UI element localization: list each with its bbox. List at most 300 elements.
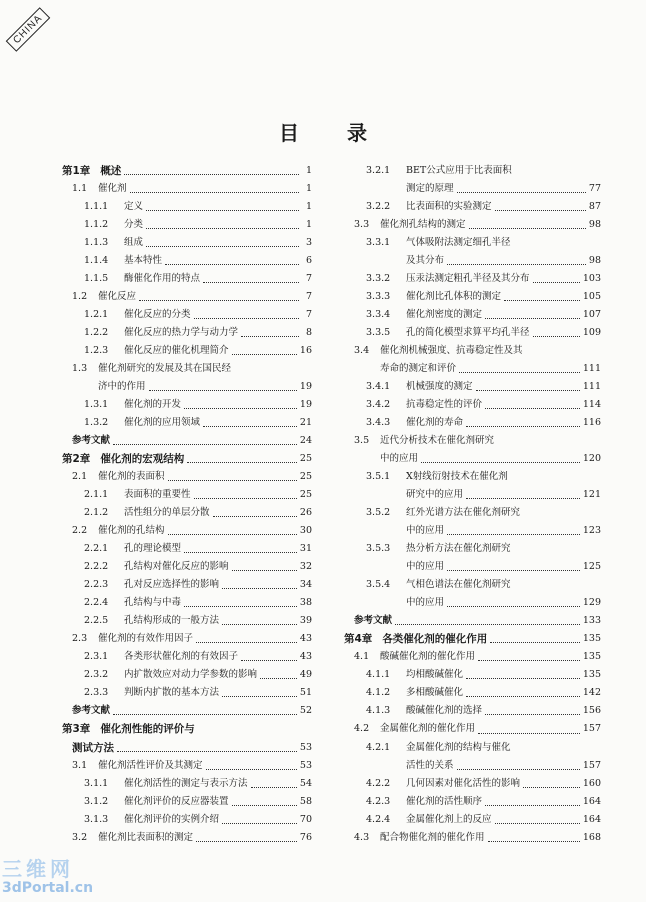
toc-entry-number: 3.5 [354, 435, 370, 447]
toc-entry-number: 4.2.3 [366, 795, 391, 807]
toc-entry-title: 寿命的测定和评价 [380, 363, 457, 375]
toc-entry-title: BET公式应用于比表面积 [406, 165, 512, 176]
toc-entry-title: 几何因素对催化活性的影响 [406, 777, 521, 789]
watermark-bottom: 3dPortal.cn [2, 880, 94, 896]
toc-entry-number: 1.2.1 [84, 309, 109, 321]
dot-leader [184, 606, 297, 607]
toc-entry-title: 压汞法测定粗孔半径及其分布 [406, 273, 530, 285]
toc-entry[interactable] [62, 216, 312, 234]
dot-leader [476, 390, 580, 391]
toc-entry-number: 第2章 [62, 453, 91, 466]
toc-entry-title: 研究中的应用 [406, 489, 464, 501]
dot-leader [124, 174, 299, 175]
toc-entry-page: 21 [299, 417, 312, 429]
toc-entry-title: 中的应用 [406, 561, 445, 573]
dot-leader [241, 660, 297, 661]
toc-entry-title: 催化反应 [98, 291, 137, 303]
dot-leader [206, 769, 297, 770]
toc-entry-page: 107 [582, 309, 601, 321]
toc-entry-page: 43 [299, 633, 312, 645]
dot-leader [533, 282, 580, 283]
toc-entry-title: 抗毒稳定性的评价 [406, 399, 483, 411]
toc-entry[interactable] [344, 829, 601, 847]
toc-entry-number: 1.1 [72, 183, 88, 195]
dot-leader [466, 678, 580, 679]
toc-entry-title: 催化剂的开发 [124, 399, 182, 411]
toc-entry-title: 参考文献 [72, 705, 111, 717]
toc-entry[interactable] [344, 198, 601, 216]
dot-leader [149, 390, 297, 391]
toc-entry-title: 测试方法 [72, 741, 114, 754]
toc-entry[interactable] [344, 720, 601, 738]
toc-entry-page: 98 [588, 255, 601, 267]
toc-entry[interactable] [62, 666, 312, 684]
toc-entry[interactable] [62, 522, 312, 540]
toc-entry[interactable] [344, 216, 601, 234]
toc-entry-title: 概述 [100, 165, 122, 177]
toc-entry-page: 25 [299, 489, 312, 501]
toc-entry[interactable] [62, 486, 312, 504]
toc-entry[interactable] [62, 180, 312, 198]
toc-entry[interactable] [344, 757, 601, 775]
toc-entry-title: 活性的关系 [406, 759, 454, 771]
toc-entry[interactable] [344, 360, 601, 378]
dot-leader [113, 714, 297, 715]
stamp-label: CHINA [6, 7, 51, 52]
toc-entry-title: 孔的简化模型求算平均孔半径 [406, 327, 530, 339]
toc-entry-number: 2.3.3 [84, 687, 109, 699]
toc-entry-title: 测定的原理 [406, 183, 454, 195]
dot-leader [232, 570, 297, 571]
toc-entry[interactable] [344, 522, 601, 540]
toc-entry[interactable] [344, 234, 601, 252]
toc-entry[interactable] [344, 450, 601, 468]
toc-entry-number: 1.2.2 [84, 327, 109, 339]
toc-entry-title: 活性组分的单层分散 [124, 507, 210, 519]
toc-entry-title: 催化剂 [98, 183, 127, 195]
toc-entry-title: X射线衍射技术在催化剂 [406, 471, 508, 483]
dot-leader [196, 841, 297, 842]
toc-entry-number: 4.1.1 [366, 669, 391, 681]
toc-entry[interactable] [62, 720, 312, 738]
dot-leader [260, 678, 297, 679]
toc-entry-title: 催化剂活性的测定与表示方法 [124, 777, 248, 789]
toc-entry-title: 酸碱催化剂的选择 [406, 705, 483, 717]
toc-entry[interactable] [344, 162, 601, 180]
dot-leader [146, 228, 299, 229]
toc-entry[interactable] [344, 775, 601, 793]
toc-entry-title: 催化剂的表面积 [98, 471, 165, 483]
toc-entry-page: 32 [299, 561, 312, 573]
toc-entry-page: 7 [305, 273, 312, 285]
toc-entry[interactable] [344, 576, 601, 594]
dot-leader [485, 805, 580, 806]
toc-entry-page: 1 [305, 201, 312, 213]
toc-entry-title: 及其分布 [406, 255, 445, 267]
toc-entry-title: 机械强度的测定 [406, 381, 473, 393]
toc-entry-title: 催化剂评价的实例介绍 [124, 813, 220, 825]
toc-entry-title: 各类催化剂的催化作用 [382, 633, 488, 646]
toc-entry-number: 3.4.2 [366, 399, 391, 411]
watermark-logo [2, 858, 102, 898]
toc-entry-title: 近代分析技术在催化剂研究 [380, 435, 495, 447]
toc-entry-number: 3.3.3 [366, 291, 391, 303]
toc-entry-page: 7 [305, 309, 312, 321]
toc-entry[interactable] [344, 684, 601, 702]
toc-entry[interactable] [62, 378, 312, 396]
dot-leader [187, 462, 297, 463]
toc-entry-page: 51 [299, 687, 312, 699]
toc-entry[interactable] [62, 468, 312, 486]
toc-entry-number: 3.3.2 [366, 273, 391, 285]
toc-entry-page: 1 [305, 183, 312, 195]
dot-leader [117, 751, 297, 752]
toc-entry-title: 孔结构与中毒 [124, 597, 182, 609]
toc-entry[interactable] [62, 829, 312, 847]
dot-leader [146, 246, 299, 247]
toc-entry-number: 3.4 [354, 345, 370, 357]
toc-entry-page: 54 [299, 777, 312, 789]
dot-leader [203, 282, 299, 283]
toc-entry-title: 孔的理论模型 [124, 543, 182, 555]
toc-entry-page: 164 [582, 795, 601, 807]
toc-entry-page: 53 [299, 759, 312, 771]
toc-entry[interactable] [62, 558, 312, 576]
toc-entry-page: 87 [588, 201, 601, 213]
dot-leader [241, 336, 299, 337]
toc-entry-number: 3.2 [72, 831, 88, 843]
dot-leader [196, 642, 297, 643]
toc-entry[interactable] [344, 739, 601, 757]
dot-leader [213, 516, 297, 517]
toc-entry-number: 1.2.3 [84, 345, 109, 357]
toc-entry-title: 催化剂机械强度、抗毒稳定性及其 [380, 345, 523, 357]
toc-entry-title: 气体吸附法测定细孔半径 [406, 237, 511, 249]
dot-leader [488, 841, 580, 842]
toc-references-entry[interactable] [344, 612, 601, 630]
toc-entry-number: 2.1.1 [84, 489, 109, 501]
toc-entry-title: 催化剂的孔结构 [98, 525, 165, 537]
toc-entry-title: 表面积的重要性 [124, 489, 191, 501]
toc-entry-title: 中的应用 [406, 525, 445, 537]
toc-entry-page: 52 [299, 705, 312, 717]
dot-leader [168, 480, 297, 481]
toc-entry[interactable] [344, 342, 601, 360]
dot-leader [447, 570, 580, 571]
toc-entry-title: 催化剂性能的评价与 [100, 723, 195, 736]
toc-entry-number: 2.3.1 [84, 651, 109, 663]
toc-entry[interactable] [344, 793, 601, 811]
toc-entry-page: 24 [299, 435, 312, 447]
toc-entry[interactable] [62, 342, 312, 360]
dot-leader [194, 498, 297, 499]
toc-entry-number: 1.2 [72, 291, 88, 303]
dot-leader [469, 228, 586, 229]
toc-entry-page: 116 [582, 417, 601, 429]
toc-entry[interactable] [62, 684, 312, 702]
toc-entry[interactable] [62, 612, 312, 630]
toc-entry-page: 38 [299, 597, 312, 609]
dot-leader [495, 210, 586, 211]
toc-entry-title: 催化剂的寿命 [406, 417, 464, 429]
toc-entry[interactable] [344, 811, 601, 829]
toc-entry-page: 31 [299, 543, 312, 555]
toc-entry[interactable] [344, 468, 601, 486]
toc-entry[interactable] [62, 540, 312, 558]
toc-entry-title: 组成 [124, 237, 144, 249]
toc-entry[interactable] [344, 702, 601, 720]
toc-entry[interactable] [62, 811, 312, 829]
dot-leader [447, 264, 586, 265]
toc-entry-page: 168 [582, 831, 601, 843]
toc-entry-number: 3.3.5 [366, 327, 391, 339]
toc-entry-number: 1.1.3 [84, 237, 109, 249]
toc-entry-number: 4.1 [354, 651, 370, 663]
dot-leader [485, 714, 580, 715]
toc-entry[interactable] [344, 486, 601, 504]
toc-entry-title: 孔结构对催化反应的影响 [124, 561, 229, 573]
toc-entry-page: 70 [299, 813, 312, 825]
toc-entry-page: 121 [582, 489, 601, 501]
toc-entry-page: 19 [299, 399, 312, 411]
toc-entry[interactable] [344, 504, 601, 522]
dot-leader [139, 300, 299, 301]
toc-entry-page: 8 [305, 327, 312, 339]
dot-leader [222, 823, 297, 824]
toc-entry[interactable] [62, 757, 312, 775]
toc-entry-number: 3.3 [354, 219, 370, 231]
toc-entry-page: 25 [299, 471, 312, 483]
dot-leader [232, 354, 297, 355]
toc-entry-title: 催化反应的分类 [124, 309, 191, 321]
dot-leader [523, 787, 580, 788]
toc-entry-title: 孔对反应选择性的影响 [124, 579, 220, 591]
toc-entry-page: 123 [582, 525, 601, 537]
toc-entry-title: 热分析方法在催化剂研究 [406, 543, 511, 555]
toc-entry-page: 114 [582, 399, 601, 411]
toc-entry-number: 2.3.2 [84, 669, 109, 681]
toc-entry-title: 催化剂评价的反应器装置 [124, 795, 229, 807]
toc-entry[interactable] [62, 252, 312, 270]
dot-leader [421, 462, 580, 463]
toc-entry[interactable] [344, 594, 601, 612]
toc-entry-page: 135 [582, 633, 601, 645]
toc-entry[interactable] [344, 432, 601, 450]
dot-leader [447, 606, 580, 607]
toc-entry[interactable] [344, 414, 601, 432]
toc-entry[interactable] [62, 162, 312, 180]
toc-entry-page: 1 [305, 219, 312, 231]
toc-entry[interactable] [344, 666, 601, 684]
toc-entry-title: 催化反应的热力学与动力学 [124, 327, 239, 339]
toc-entry[interactable] [344, 396, 601, 414]
toc-entry[interactable] [344, 378, 601, 396]
toc-entry-number: 4.1.2 [366, 687, 391, 699]
toc-entry-number: 2.2.5 [84, 615, 109, 627]
dot-leader [395, 624, 580, 625]
dot-leader [457, 192, 586, 193]
toc-references-entry[interactable] [62, 432, 312, 450]
toc-entry-title: 酸碱催化剂的催化作用 [380, 651, 476, 663]
dot-leader [184, 408, 297, 409]
toc-entry-title: 催化剂研究的发展及其在国民经 [98, 363, 232, 375]
toc-entry-number: 4.2 [354, 723, 370, 735]
toc-entry-number: 3.1 [72, 759, 88, 771]
toc-entry-title: 催化剂比孔体积的测定 [406, 291, 502, 303]
toc-entry-number: 第1章 [62, 165, 91, 177]
toc-entry-number: 4.2.1 [366, 741, 391, 753]
toc-entry-number: 3.4.3 [366, 417, 391, 429]
toc-entry-number: 1.1.2 [84, 219, 109, 231]
toc-entry[interactable] [344, 540, 601, 558]
toc-entry-page: 26 [299, 507, 312, 519]
toc-entry-number: 3.5.1 [366, 471, 391, 483]
toc-references-entry[interactable] [62, 702, 312, 720]
toc-entry-title: 红外光谱方法在催化剂研究 [406, 507, 521, 519]
dot-leader [251, 787, 297, 788]
toc-entry[interactable] [344, 324, 601, 342]
dot-leader [478, 733, 580, 734]
toc-entry-number: 4.2.4 [366, 813, 391, 825]
toc-entry-page: 120 [582, 453, 601, 465]
toc-entry[interactable] [344, 630, 601, 648]
toc-entry-title: 催化剂的活性顺序 [406, 795, 483, 807]
dot-leader [130, 192, 299, 193]
toc-entry[interactable] [344, 252, 601, 270]
toc-entry-title: 催化剂密度的测定 [406, 309, 483, 321]
toc-entry[interactable] [62, 270, 312, 288]
toc-entry-page: 111 [582, 363, 601, 375]
toc-entry[interactable] [344, 180, 601, 198]
toc-entry[interactable] [62, 450, 312, 468]
toc-entry-page: 133 [582, 615, 601, 627]
toc-entry-title: 济中的作用 [98, 381, 146, 393]
toc-entry-number: 1.1.1 [84, 201, 109, 213]
toc-entry[interactable] [344, 270, 601, 288]
toc-entry-title: 中的应用 [406, 597, 445, 609]
toc-entry-number: 4.2.2 [366, 777, 391, 789]
toc-entry[interactable] [344, 648, 601, 666]
toc-entry-number: 1.1.5 [84, 273, 109, 285]
dot-leader [447, 534, 580, 535]
toc-entry[interactable] [62, 594, 312, 612]
toc-entry-number: 第3章 [62, 723, 91, 736]
toc-entry-page: 19 [299, 381, 312, 393]
toc-entry[interactable] [62, 360, 312, 378]
dot-leader [194, 318, 299, 319]
toc-entry-page: 77 [588, 183, 601, 195]
toc-entry[interactable] [344, 288, 601, 306]
toc-entry-page: 109 [582, 327, 601, 339]
toc-entry-number: 3.3.1 [366, 237, 391, 249]
toc-entry-number: 4.1.3 [366, 705, 391, 717]
toc-entry[interactable] [62, 576, 312, 594]
toc-entry-title: 金属催化剂的结构与催化 [406, 741, 511, 753]
dot-leader [495, 823, 580, 824]
toc-entry[interactable] [62, 234, 312, 252]
toc-entry-title: 判断内扩散的基本方法 [124, 687, 220, 699]
china-stamp [6, 9, 48, 51]
toc-entry-number: 1.3.1 [84, 399, 109, 411]
toc-entry-page: 111 [582, 381, 601, 393]
dot-leader [485, 318, 580, 319]
toc-entry-title: 基本特性 [124, 255, 163, 267]
toc-entry-number: 3.1.1 [84, 777, 109, 789]
toc-entry-page: 164 [582, 813, 601, 825]
toc-entry-page: 39 [299, 615, 312, 627]
toc-entry-page: 142 [582, 687, 601, 699]
toc-entry-page: 30 [299, 525, 312, 537]
dot-leader [459, 372, 580, 373]
toc-entry[interactable] [62, 324, 312, 342]
toc-entry[interactable] [62, 414, 312, 432]
toc-entry-page: 25 [299, 453, 312, 465]
toc-entry-page: 58 [299, 795, 312, 807]
toc-entry-title: 催化剂的宏观结构 [100, 453, 185, 466]
toc-entry-number: 3.1.2 [84, 795, 109, 807]
toc-entry-title: 催化剂活性评价及其测定 [98, 759, 203, 771]
toc-entry-title: 多相酸碱催化 [406, 687, 464, 699]
toc-entry-page: 7 [305, 291, 312, 303]
toc-entry[interactable] [62, 775, 312, 793]
toc-entry[interactable] [62, 306, 312, 324]
toc-entry-number: 3.4.1 [366, 381, 391, 393]
dot-leader [485, 408, 580, 409]
toc-entry-number: 4.3 [354, 831, 370, 843]
toc-entry-title: 催化剂孔结构的测定 [380, 219, 466, 231]
dot-leader [165, 264, 299, 265]
dot-leader [533, 336, 580, 337]
toc-entry[interactable] [62, 288, 312, 306]
toc-entry-title: 均相酸碱催化 [406, 669, 464, 681]
toc-entry[interactable] [62, 198, 312, 216]
toc-entry-page: 34 [299, 579, 312, 591]
toc-entry-title: 催化反应的催化机理简介 [124, 345, 229, 357]
dot-leader [222, 588, 297, 589]
toc-entry[interactable] [62, 793, 312, 811]
dot-leader [490, 642, 580, 643]
dot-leader [504, 300, 580, 301]
toc-entry-title: 中的应用 [380, 453, 419, 465]
toc-entry[interactable] [62, 739, 312, 757]
toc-entry-number: 2.2 [72, 525, 88, 537]
toc-entry[interactable] [62, 396, 312, 414]
dot-leader [232, 805, 297, 806]
toc-entry-title: 各类形状催化剂的有效因子 [124, 651, 239, 663]
toc-entry-title: 金属催化剂上的反应 [406, 813, 492, 825]
toc-entry-page: 53 [299, 741, 312, 753]
toc-left-column [62, 162, 312, 847]
toc-entry[interactable] [344, 558, 601, 576]
toc-entry-number: 2.2.1 [84, 543, 109, 555]
toc-entry-number: 3.2.1 [366, 165, 391, 176]
dot-leader [146, 210, 299, 211]
toc-entry-number: 1.3 [72, 363, 88, 375]
toc-entry[interactable] [62, 648, 312, 666]
toc-entry-page: 3 [305, 237, 312, 249]
toc-entry-page: 129 [582, 597, 601, 609]
watermark-top: 三维网 [2, 857, 74, 881]
toc-entry-page: 157 [582, 723, 601, 735]
dot-leader [222, 624, 297, 625]
toc-entry-title: 定义 [124, 201, 144, 213]
dot-leader [184, 552, 297, 553]
toc-entry[interactable] [344, 306, 601, 324]
toc-entry-title: 内扩散效应对动力学参数的影响 [124, 669, 258, 681]
toc-entry[interactable] [62, 630, 312, 648]
toc-entry-page: 16 [299, 345, 312, 357]
toc-entry[interactable] [62, 504, 312, 522]
